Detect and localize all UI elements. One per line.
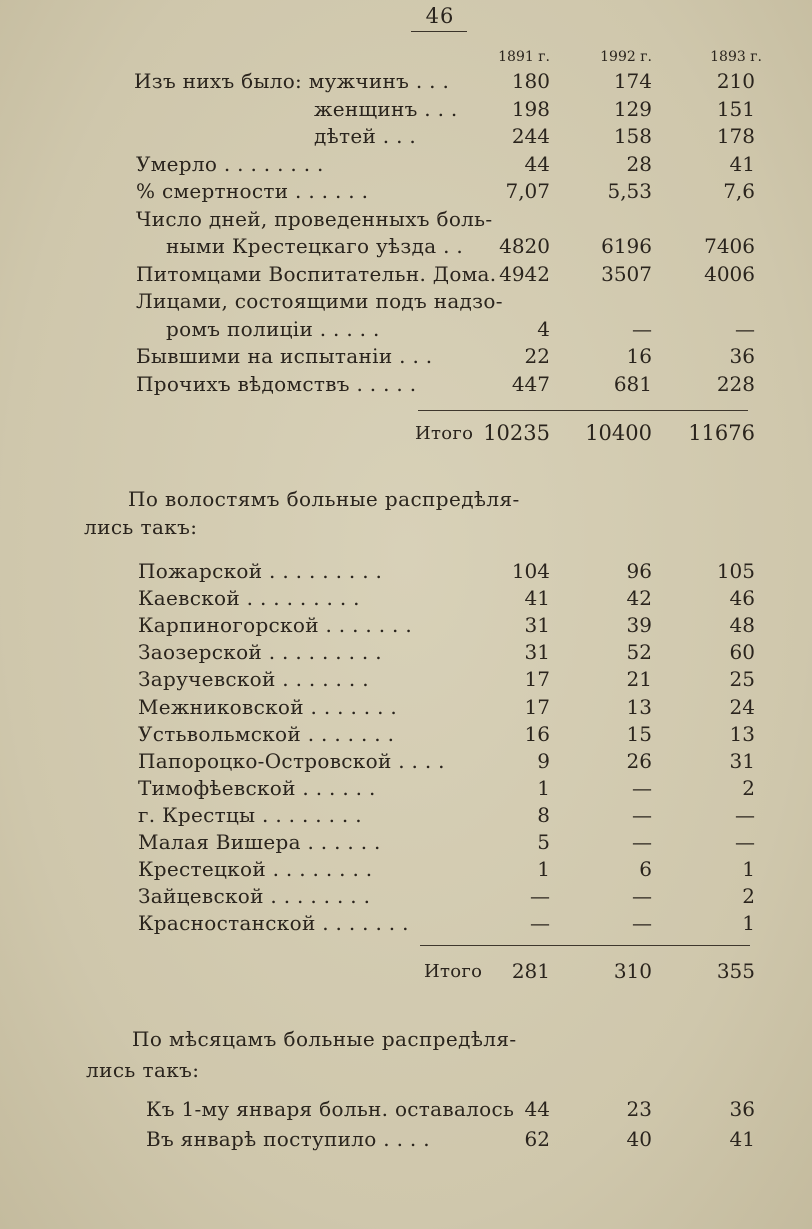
row-value: 4942 — [499, 261, 550, 286]
total-label: Итого — [415, 423, 474, 444]
row-value: 28 — [626, 151, 652, 176]
row-label: Карпиногорской . . . . . . . — [138, 613, 413, 638]
row-value: 174 — [613, 69, 652, 93]
row-label: Зайцевской . . . . . . . . — [138, 884, 371, 909]
row-value: — — [632, 830, 652, 854]
patients-row — [0, 123, 812, 150]
row-value: 447 — [511, 371, 550, 396]
row-value: — — [632, 911, 652, 936]
row-value: 31 — [524, 640, 550, 665]
total-rule-1 — [418, 410, 748, 411]
row-label: Заозерской . . . . . . . . . — [138, 640, 382, 665]
volost-row — [0, 558, 812, 585]
row-value: 36 — [729, 344, 755, 368]
row-value: 26 — [626, 748, 652, 773]
year-header-row — [0, 44, 812, 71]
row-value: 1 — [742, 857, 755, 882]
row-value: 2 — [742, 884, 755, 909]
row-value: 158 — [613, 124, 652, 148]
row-label: Папороцко-Островской . . . . — [138, 748, 445, 773]
row-value: 17 — [524, 667, 550, 692]
total-value: 11676 — [688, 421, 755, 445]
row-value: 4006 — [704, 261, 755, 286]
row-value: 23 — [626, 1097, 652, 1121]
volost-row — [0, 639, 812, 666]
row-label: Красностанской . . . . . . . — [138, 911, 409, 936]
row-value: 1 — [537, 775, 550, 800]
row-value: 2 — [742, 775, 755, 800]
total-value: 355 — [716, 959, 755, 983]
patients-row — [0, 151, 812, 178]
volost-row — [0, 694, 812, 721]
row-value: 41 — [524, 586, 550, 611]
row-label: Умерло . . . . . . . . — [136, 151, 324, 176]
row-label: Тимофѣевской . . . . . . — [138, 775, 376, 800]
row-label: Къ 1-му января больн. оставалось — [146, 1097, 515, 1121]
total-value: 10400 — [585, 421, 652, 445]
patients-row — [0, 288, 812, 315]
total-rule-2 — [420, 945, 750, 946]
row-value: 16 — [626, 344, 652, 368]
year-header-1893: 1893 г. — [710, 49, 762, 65]
row-value: 7,6 — [723, 179, 755, 203]
patients-row — [0, 233, 812, 260]
page-number: 46 — [425, 4, 455, 28]
year-header-1891: 1891 г. — [498, 49, 550, 65]
row-value: — — [632, 775, 652, 800]
page-number-underline — [411, 31, 467, 32]
section2-intro-line2: лись такъ: — [84, 515, 198, 539]
row-value: — — [735, 316, 755, 341]
row-value: 5 — [537, 830, 550, 854]
row-value: 104 — [511, 559, 550, 583]
row-value: 244 — [511, 124, 550, 148]
row-value: 1 — [742, 911, 755, 936]
row-value: 41 — [729, 151, 755, 176]
volost-row — [0, 585, 812, 612]
row-label: Лицами, состоящими подъ надзо- — [136, 289, 503, 313]
row-value: 7406 — [704, 234, 755, 258]
patients-row — [0, 343, 812, 370]
row-value: 42 — [626, 586, 652, 611]
volost-row — [0, 829, 812, 856]
row-value: 46 — [729, 586, 755, 611]
row-value: 178 — [716, 124, 755, 148]
row-value: 105 — [716, 559, 755, 583]
row-value: 129 — [613, 96, 652, 121]
volost-row — [0, 748, 812, 775]
volost-row — [0, 883, 812, 910]
row-value: — — [735, 830, 755, 854]
row-value: 681 — [613, 371, 652, 396]
row-value: 21 — [626, 667, 652, 692]
patients-row — [0, 206, 812, 233]
row-label: Бывшими на испытаніи . . . — [136, 344, 433, 368]
volost-row — [0, 612, 812, 639]
total-row-1 — [0, 420, 812, 447]
section2-intro-line1: По волостямъ больные распредѣля- — [128, 487, 520, 511]
row-value: 16 — [524, 721, 550, 746]
row-label: Прочихъ вѣдомствъ . . . . . — [136, 371, 417, 396]
row-value: 4820 — [499, 234, 550, 258]
patients-row — [0, 261, 812, 288]
month-row — [0, 1096, 812, 1123]
row-value: 7,07 — [505, 179, 550, 203]
row-value: 4 — [537, 316, 550, 341]
row-label: Малая Вишера . . . . . . — [138, 830, 381, 854]
row-label: женщинъ . . . — [314, 96, 458, 121]
row-label: Каевской . . . . . . . . . — [138, 586, 360, 611]
row-value: 40 — [626, 1127, 652, 1151]
row-value: 52 — [626, 640, 652, 665]
row-value: 44 — [524, 1097, 550, 1121]
row-label: Межниковской . . . . . . . — [138, 694, 398, 719]
row-value: 5,53 — [607, 179, 652, 203]
row-value: 151 — [716, 96, 755, 121]
row-value: 44 — [524, 151, 550, 176]
row-label: Питомцами Воспитательн. Дома. — [136, 261, 497, 286]
total-label: Итого — [424, 961, 483, 982]
volost-row — [0, 775, 812, 802]
row-value: 17 — [524, 694, 550, 719]
row-value: 13 — [729, 721, 755, 746]
row-value: — — [632, 884, 652, 909]
row-value: 31 — [729, 748, 755, 773]
row-value: 3507 — [601, 261, 652, 286]
row-value: 62 — [524, 1127, 550, 1151]
row-value: 9 — [537, 748, 550, 773]
row-label: ромъ полиціи . . . . . — [166, 316, 380, 341]
row-value: 228 — [716, 371, 755, 396]
total-value: 10235 — [483, 421, 550, 445]
row-value: 13 — [626, 694, 652, 719]
row-value: 24 — [729, 694, 755, 719]
row-label: Число дней, проведенныхъ боль- — [136, 206, 493, 231]
total-row-2 — [0, 958, 812, 985]
row-value: 48 — [729, 613, 755, 638]
row-value: 1 — [537, 857, 550, 882]
row-value: 36 — [729, 1097, 755, 1121]
row-value: — — [530, 884, 550, 909]
volost-row — [0, 666, 812, 693]
row-value: — — [530, 911, 550, 936]
row-value: 96 — [626, 559, 652, 583]
volost-row — [0, 856, 812, 883]
row-value: — — [735, 802, 755, 827]
patients-row — [0, 371, 812, 398]
row-value: — — [632, 802, 652, 827]
row-label: Въ январѣ поступило . . . . — [146, 1127, 430, 1151]
row-value: 8 — [537, 802, 550, 827]
row-value: 60 — [729, 640, 755, 665]
row-label: Заручевской . . . . . . . — [138, 667, 369, 692]
row-label: Изъ нихъ было: мужчинъ . . . — [134, 69, 450, 93]
row-value: 31 — [524, 613, 550, 638]
row-label: ными Крестецкаго уѣзда . . — [166, 234, 464, 258]
row-value: 198 — [511, 96, 550, 121]
row-label: % смертности . . . . . . — [136, 179, 369, 203]
volost-row — [0, 721, 812, 748]
row-value: 25 — [729, 667, 755, 692]
patients-row — [0, 178, 812, 205]
row-label: Пожарской . . . . . . . . . — [138, 559, 383, 583]
patients-row — [0, 96, 812, 123]
row-value: 6196 — [601, 234, 652, 258]
row-value: 39 — [626, 613, 652, 638]
row-value: — — [632, 316, 652, 341]
row-label: Крестецкой . . . . . . . . — [138, 857, 373, 882]
row-label: г. Крестцы . . . . . . . . — [138, 802, 362, 827]
patients-row — [0, 316, 812, 343]
row-value: 6 — [639, 857, 652, 882]
total-value: 310 — [613, 959, 652, 983]
total-value: 281 — [511, 959, 550, 983]
row-label: дѣтей . . . — [314, 124, 417, 148]
month-row — [0, 1126, 812, 1153]
year-header-1992: 1992 г. — [600, 49, 652, 65]
row-value: 41 — [729, 1127, 755, 1151]
row-value: 180 — [511, 69, 550, 93]
section3-intro-line1: По мѣсяцамъ больные распредѣля- — [132, 1027, 517, 1051]
row-value: 15 — [626, 721, 652, 746]
volost-row — [0, 910, 812, 937]
row-value: 22 — [524, 344, 550, 368]
volost-row — [0, 802, 812, 829]
patients-row — [0, 68, 812, 95]
section3-intro-line2: лись такъ: — [86, 1058, 200, 1082]
row-value: 210 — [716, 69, 755, 93]
row-label: Устьвольмской . . . . . . . — [138, 721, 395, 746]
